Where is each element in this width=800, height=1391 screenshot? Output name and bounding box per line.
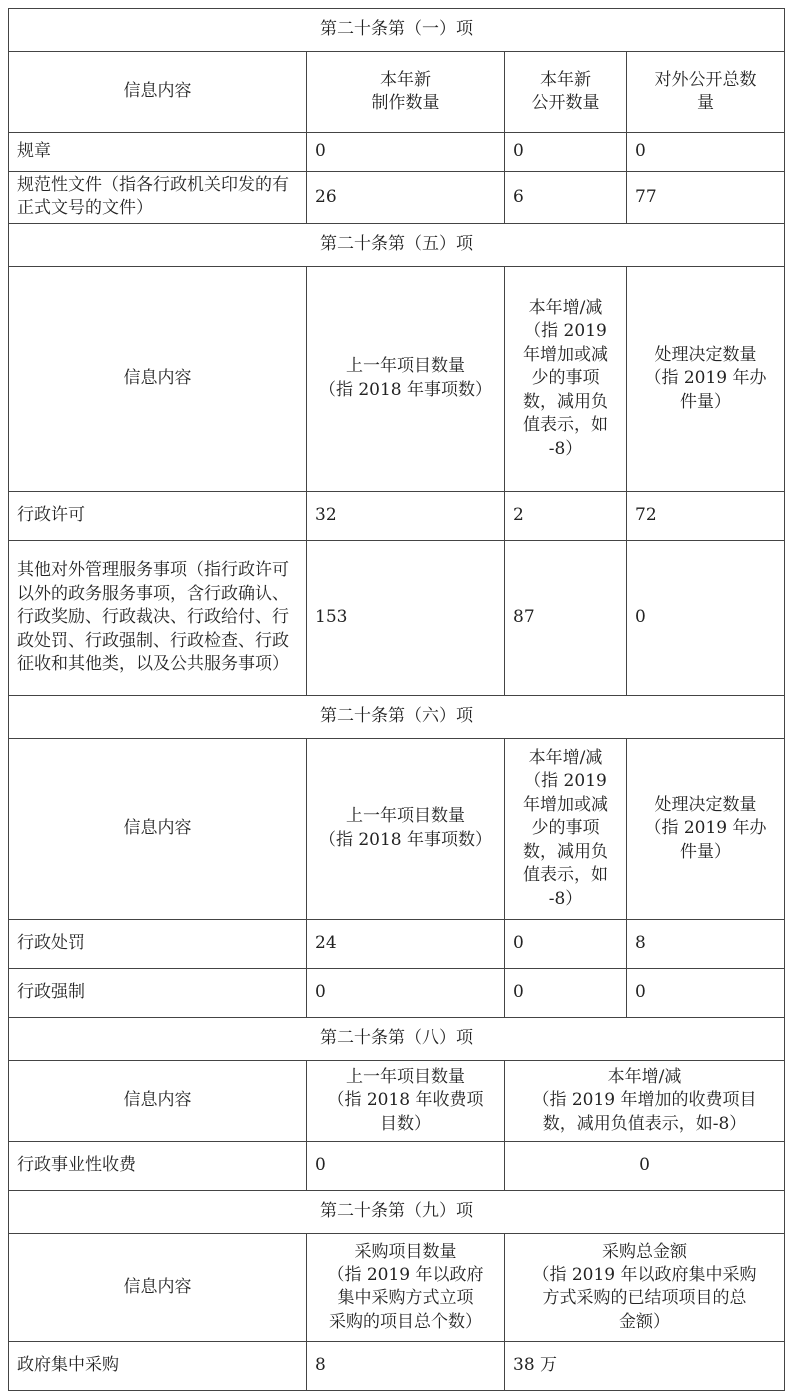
cell-value: 87	[505, 540, 627, 695]
section-title-row	[9, 1190, 785, 1233]
header-cell: 本年新 制作数量	[307, 52, 505, 133]
cell-value: 24	[307, 919, 505, 968]
cell-value: 0	[627, 133, 785, 172]
header-row	[9, 738, 785, 919]
section-title: 第二十条第（六）项	[9, 695, 785, 738]
row-label: 行政处罚	[9, 919, 307, 968]
section-title: 第二十条第（八）项	[9, 1017, 785, 1060]
disclosure-table	[8, 8, 785, 1391]
header-cell: 采购项目数量 （指 2019 年以政府 集中采购方式立项 采购的项目总个数）	[307, 1233, 505, 1341]
header-cell: 本年增/减 （指 2019 年增加或减 少的事项 数，减用负 值表示，如 -8）	[505, 266, 627, 491]
header-cell: 上一年项目数量 （指 2018 年事项数）	[307, 266, 505, 491]
header-row	[9, 266, 785, 491]
table-row	[9, 1141, 785, 1190]
section-title-row	[9, 695, 785, 738]
cell-value: 77	[627, 172, 785, 224]
row-label: 行政许可	[9, 491, 307, 540]
section-title: 第二十条第（一）项	[9, 9, 785, 52]
table-row	[9, 968, 785, 1017]
section-title-row	[9, 223, 785, 266]
header-cell: 信息内容	[9, 52, 307, 133]
cell-value: 8	[627, 919, 785, 968]
header-cell: 本年增/减 （指 2019 年增加或减 少的事项 数，减用负 值表示，如 -8）	[505, 738, 627, 919]
header-cell: 本年增/减 （指 2019 年增加的收费项目 数，减用负值表示，如-8）	[505, 1060, 785, 1141]
section-title-row	[9, 1017, 785, 1060]
cell-value: 0	[505, 968, 627, 1017]
cell-value: 0	[307, 133, 505, 172]
table-row	[9, 172, 785, 224]
table-row	[9, 540, 785, 695]
cell-value: 72	[627, 491, 785, 540]
row-label: 行政强制	[9, 968, 307, 1017]
table-row	[9, 133, 785, 172]
header-cell: 对外公开总数 量	[627, 52, 785, 133]
header-cell: 信息内容	[9, 1233, 307, 1341]
cell-value: 2	[505, 491, 627, 540]
header-cell: 采购总金额 （指 2019 年以政府集中采购 方式采购的已结项项目的总 金额）	[505, 1233, 785, 1341]
cell-value: 0	[307, 1141, 505, 1190]
header-cell: 处理决定数量 （指 2019 年办 件量）	[627, 738, 785, 919]
header-cell: 本年新 公开数量	[505, 52, 627, 133]
header-cell: 信息内容	[9, 1060, 307, 1141]
cell-value: 0	[505, 1141, 785, 1190]
cell-value: 0	[627, 968, 785, 1017]
cell-value: 0	[505, 133, 627, 172]
section-title: 第二十条第（九）项	[9, 1190, 785, 1233]
row-label: 其他对外管理服务事项（指行政许可以外的政务服务事项，含行政确认、行政奖励、行政裁决、行政给付、行政处罚、行政强制、行政检查、行政征收和其他类，以及公共服务事项）	[9, 540, 307, 695]
row-label: 规章	[9, 133, 307, 172]
cell-value: 32	[307, 491, 505, 540]
table-row	[9, 1341, 785, 1390]
row-label: 行政事业性收费	[9, 1141, 307, 1190]
cell-value: 6	[505, 172, 627, 224]
header-cell: 信息内容	[9, 738, 307, 919]
row-label: 政府集中采购	[9, 1341, 307, 1390]
section-title-row	[9, 9, 785, 52]
cell-value: 0	[627, 540, 785, 695]
section-title: 第二十条第（五）项	[9, 223, 785, 266]
table-row	[9, 491, 785, 540]
header-cell: 上一年项目数量 （指 2018 年事项数）	[307, 738, 505, 919]
header-row	[9, 1233, 785, 1341]
header-row	[9, 1060, 785, 1141]
header-cell: 上一年项目数量 （指 2018 年收费项 目数）	[307, 1060, 505, 1141]
row-label: 规范性文件（指各行政机关印发的有正式文号的文件）	[9, 172, 307, 224]
cell-value: 26	[307, 172, 505, 224]
cell-value: 0	[307, 968, 505, 1017]
header-row	[9, 52, 785, 133]
cell-value: 153	[307, 540, 505, 695]
cell-value: 0	[505, 919, 627, 968]
header-cell: 处理决定数量 （指 2019 年办 件量）	[627, 266, 785, 491]
cell-value: 38 万	[505, 1341, 785, 1390]
header-cell: 信息内容	[9, 266, 307, 491]
table-row	[9, 919, 785, 968]
cell-value: 8	[307, 1341, 505, 1390]
